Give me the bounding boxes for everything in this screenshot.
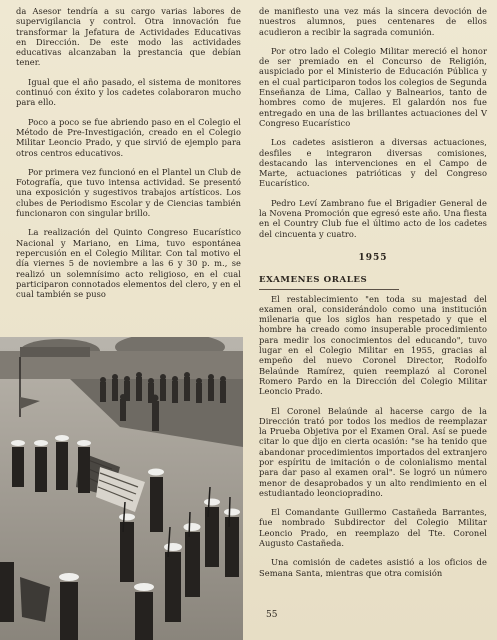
paragraph: El restablecimiento "en toda su majestad del examen oral, considerándolo como una institución milenaria que los siglos han respetado y que el hombre ha creado como insuperable procedimiento para medir los conocimientos del educando", tuvo lugar en el Colegio Militar en 1955, gracias al empeño del nuevo Coronel Director, Rodolfo Belaúnde Ramírez, quien reemplazó al Coronel Romero Pardo en la Dirección del Colegio Militar Leoncio Prado. bbox=[259, 293, 487, 397]
paragraph: La realización del Quinto Congreso Eucarístico Nacional y Mariano, en Lima, tuvo espontánea repercusión en el Colegio Militar. Con tal motivo el día viernes 5 de noviembre a las 6 y 30 p. m., se realizó un solemnísimo acto religioso, en el cual participaron connotados elementos del clero, y en el cual también se puso bbox=[16, 227, 241, 300]
paragraph: Por otro lado el Colegio Militar mereció el honor de ser premiado en el Concurso de Religión, auspiciado por el Ministerio de Educación Pública y en el cual participaron todos los colegios de Segunda Enseñanza de Lima, Callao y Balnearios, tanto de hombres como de mujeres. El galardón nos fue entregado en una de las brillantes actuaciones del V Congreso Eucarístico bbox=[259, 45, 487, 128]
year-heading: 1955 bbox=[358, 252, 388, 263]
paragraph: de manifiesto una vez más la sincera devoción de nuestros alumnos, pues centenares de ellos acudieron a recibir la sagrada comunión. bbox=[259, 6, 487, 37]
paragraph: Una comisión de cadetes asistió a los oficios de Semana Santa, mientras que otra comisión bbox=[259, 557, 487, 578]
section-heading: EXAMENES ORALES bbox=[259, 275, 368, 286]
paragraph: Igual que el año pasado, el sistema de monitores continuó con éxito y los cadetes colaboraron mucho para ello. bbox=[16, 76, 241, 108]
left-column bbox=[16, 6, 241, 308]
paragraph: El Coronel Belaúnde al hacerse cargo de la Dirección trató por todos los medios de reemplazar la Prueba Objetiva por el Examen Oral. Así se puede citar lo que dijo en cierta ocasión: "se ha tenido que abandonar procedimientos importados del extranjero por espíritu de imitación o de colonialismo mental para dar paso al examen oral". Se logró un número menor de desaprobados y un alto rendimiento en el estudiantado leonciopradino. bbox=[259, 405, 487, 498]
cadet-parade-image bbox=[0, 337, 243, 640]
heading-rule bbox=[259, 289, 399, 290]
parade-photo bbox=[0, 337, 243, 640]
page-number: 55 bbox=[266, 610, 278, 620]
paragraph: Los cadetes asistieron a diversas actuaciones, desfiles e integraron diversas comisiones, destacando las intervenciones en el Campo de Marte, actuaciones patrióticas y del Congreso Eucarístico. bbox=[259, 137, 487, 189]
paragraph: Pedro Leví Zambrano fue el Brigadier General de la Novena Promoción que egresó este año. Una fiesta en el Country Club fue el último acto de los cadetes del cincuenta y cuatro. bbox=[259, 197, 487, 239]
right-column bbox=[259, 6, 487, 587]
paragraph: da Asesor tendría a su cargo varias labores de supervigilancia y control. Otra innovación fue transformar la Jefatura de Actividades Educativas en Dirección. De este modo las actividades educativas alcanzaban la prestancia que debían tener. bbox=[16, 6, 241, 68]
cadet-figure bbox=[11, 440, 25, 487]
paragraph: Por primera vez funcionó en el Plantel un Club de Fotografía, que tuvo intensa actividad. Se presentó una exposición y sugestivos trabajos artísticos. Los clubes de Periodismo Escolar y de Ciencias también funcionaron con singular brillo. bbox=[16, 166, 241, 219]
paragraph: Poco a poco se fue abriendo paso en el Colegio el Método de Pre-Investigación, creado en el Colegio Militar Leoncio Prado, y que sirvió de ejemplo para otros centros educativos. bbox=[16, 116, 241, 158]
paragraph: El Comandante Guillermo Castañeda Barrantes, fue nombrado Subdirector del Colegio Militar Leoncio Prado, en reemplazo del Tte. Coronel Augusto Castañeda. bbox=[259, 507, 487, 549]
